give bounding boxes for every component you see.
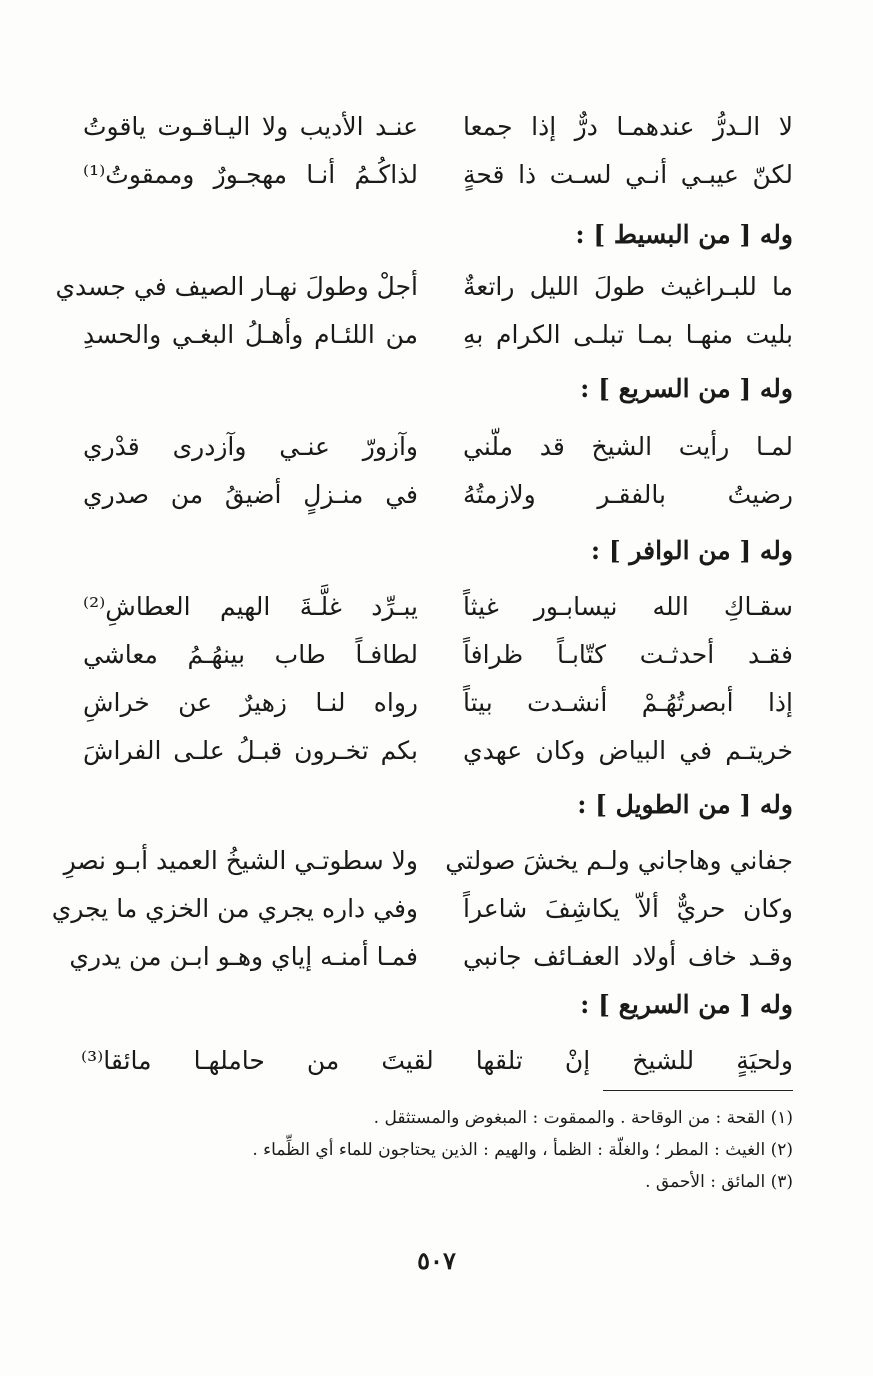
verse-left: بكم تخـرون قبـلُ علـى الفراشَ (83, 736, 418, 765)
footnote: (١) القحة : من الوقاحة . والممقوت : المبغوض والمستثقل . (373, 1108, 793, 1128)
footnote: (٢) الغيث : المطر ؛ والغلّة : الظمأ ، والهيم : الذين يحتاجون للماء أي الظِّماء . (252, 1140, 793, 1160)
page-number: ٥٠٧ (417, 1246, 456, 1275)
verse-left: يبـرِّد غلَّـةَ الهيم العطاشِ⁽²⁾ (83, 592, 418, 621)
section-heading: وله [ من السريع ] : (580, 990, 793, 1019)
footnote-divider (603, 1090, 793, 1091)
section-heading: وله [ من الوافر ] : (590, 536, 793, 565)
section-heading: وله [ من الطويل ] : (577, 790, 793, 819)
verse-right: ما للبـراغيث طولَ الليل راتعةٌ (463, 272, 793, 301)
verse-left: وفي داره يجري من الخزي ما يجري (51, 894, 418, 923)
section-heading: وله [ من البسيط ] : (575, 220, 793, 249)
verse-left: لطافـاً طاب بينهُـمُ معاشي (83, 640, 418, 669)
verse-right: لمـا رأيت الشيخ قد ملّني (463, 432, 793, 461)
verse-left: لذاكُـمُ أنـا مهجـورٌ وممقوتُ⁽¹⁾ (83, 160, 418, 189)
verse-right: لكنّ عيبـي أنـي لسـت ذا قحةٍ (463, 160, 793, 189)
verse-right: لا الـدرُّ عندهمـا درٌّ إذا جمعا (463, 112, 793, 141)
verse-right: جفاني وهاجاني ولـم يخشَ صولتي (445, 846, 793, 875)
verse-left: في منـزلٍ أضيقُ من صدري (83, 480, 418, 509)
verse-right: بليت منهـا بمـا تبلـى الكرام بهِ (463, 320, 793, 349)
verse-left: رواه لنـا زهيرٌ عن خراشِ (83, 688, 418, 717)
verse-left: من اللئـام وأهـلُ البغـي والحسدِ (83, 320, 418, 349)
verse-right: خريتـم في البياض وكان عهدي (463, 736, 793, 765)
section-heading: وله [ من السريع ] : (580, 374, 793, 403)
verse-right: رضيتُ بالفقـر ولازمتُهُ (463, 480, 793, 509)
verse-single-line: ولحيَةٍ للشيخ إنْ تلقها لقيتَ من حاملهـا مائقا⁽³⁾ (81, 1046, 793, 1075)
verse-left: وآزورّ عنـي وآزدرى قدْري (83, 432, 418, 461)
verse-right: وكان حريٌّ ألاّ يكاشِفَ شاعراً (463, 894, 793, 923)
footnote: (٣) المائق : الأحمق . (645, 1172, 793, 1192)
verse-right: فقـد أحدثـت كتّابـاً ظرافاً (463, 640, 793, 669)
verse-right: وقـد خاف أولاد العفـائف جانبي (463, 942, 793, 971)
verse-left: أجلْ وطولَ نهـار الصيف في جسدي (55, 272, 418, 301)
verse-left: فمـا أمنـه إياي وهـو ابـن من يدري (69, 942, 418, 971)
verse-left: ولا سطوتـي الشيخُ العميد أبـو نصرِ (63, 846, 418, 875)
verse-left: عنـد الأديب ولا اليـاقـوت ياقوتُ (83, 112, 418, 141)
verse-right: إذا أبصرتُهُـمْ أنشـدت بيتاً (463, 688, 793, 717)
verse-right: سقـاكِ الله نيسابـور غيثاً (463, 592, 793, 621)
